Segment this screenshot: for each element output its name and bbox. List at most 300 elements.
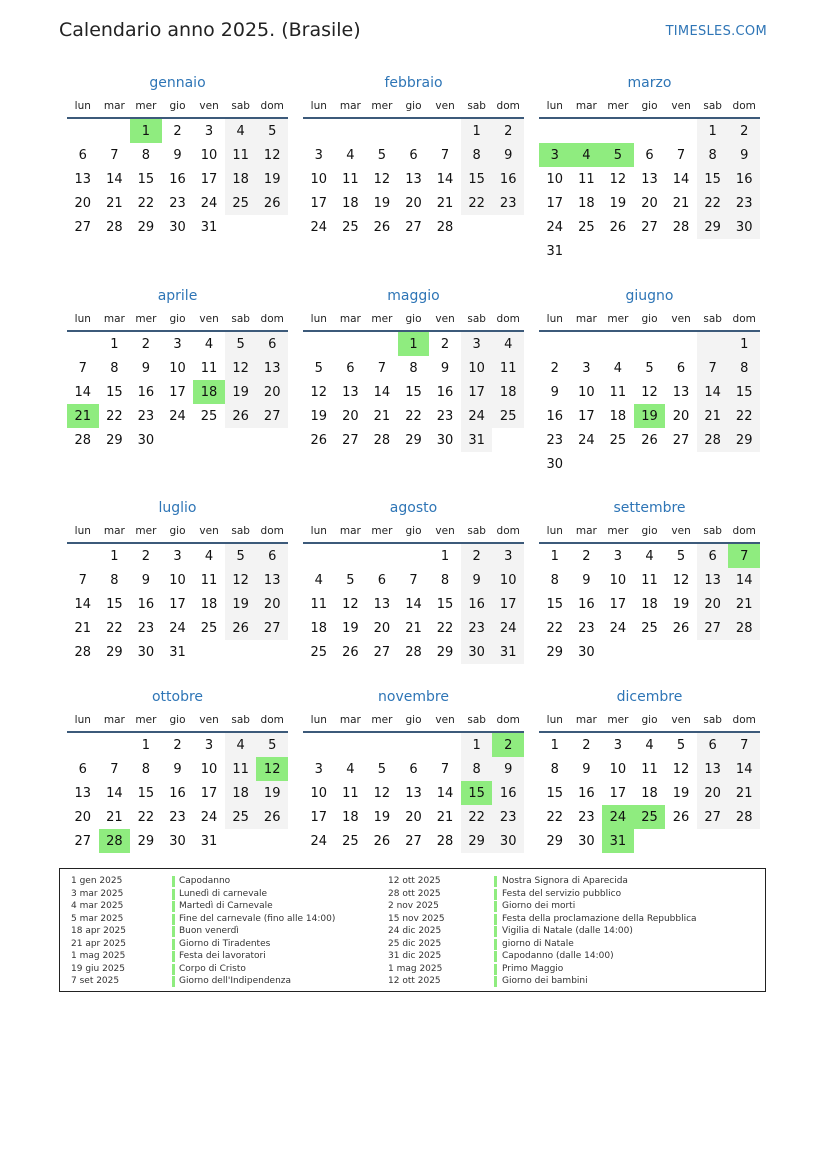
day-cell[interactable]: 21 (74, 620, 92, 636)
day-cell[interactable]: 30 (578, 833, 595, 849)
day-cell[interactable]: 15 (106, 384, 123, 400)
day-cell[interactable]: 17 (310, 809, 328, 825)
day-cell[interactable]: 11 (578, 171, 595, 187)
day-cell[interactable]: 20 (373, 620, 391, 636)
day-cell[interactable]: 16 (546, 408, 564, 424)
day-cell[interactable]: 4 (613, 360, 623, 376)
day-cell[interactable]: 23 (169, 809, 186, 825)
day-cell[interactable]: 27 (697, 805, 729, 829)
day-cell[interactable]: 4 (204, 548, 214, 564)
day-cell[interactable]: 22 (436, 620, 454, 636)
day-cell[interactable]: 30 (461, 640, 493, 664)
day-cell[interactable]: 21 (373, 408, 391, 424)
day-cell[interactable]: 10 (200, 147, 218, 163)
holiday-day-cell[interactable]: 3 (539, 143, 571, 167)
holiday-day-cell[interactable]: 1 (130, 119, 162, 143)
day-cell[interactable]: 13 (256, 568, 288, 592)
day-cell[interactable]: 26 (609, 219, 627, 235)
day-cell[interactable]: 16 (578, 596, 595, 612)
day-cell[interactable]: 14 (697, 380, 729, 404)
day-cell[interactable]: 8 (141, 147, 151, 163)
holiday-day-cell[interactable]: 21 (67, 404, 99, 428)
day-cell[interactable]: 14 (405, 596, 422, 612)
day-cell[interactable]: 22 (106, 620, 123, 636)
day-cell[interactable]: 22 (728, 404, 760, 428)
day-cell[interactable]: 6 (377, 572, 387, 588)
day-cell[interactable]: 12 (373, 785, 391, 801)
day-cell[interactable]: 12 (609, 171, 627, 187)
day-cell[interactable]: 18 (225, 167, 257, 191)
day-cell[interactable]: 8 (409, 360, 418, 376)
day-cell[interactable]: 5 (645, 360, 654, 376)
day-cell[interactable]: 8 (110, 360, 119, 376)
day-cell[interactable]: 2 (173, 123, 182, 139)
day-cell[interactable]: 20 (672, 408, 690, 424)
day-cell[interactable]: 17 (200, 171, 218, 187)
day-cell[interactable]: 26 (672, 809, 690, 825)
day-cell[interactable]: 28 (697, 428, 729, 452)
day-cell[interactable]: 24 (310, 833, 328, 849)
day-cell[interactable]: 29 (405, 432, 422, 448)
day-cell[interactable]: 30 (728, 215, 760, 239)
day-cell[interactable]: 4 (225, 119, 257, 143)
day-cell[interactable]: 4 (225, 733, 257, 757)
day-cell[interactable]: 10 (169, 572, 186, 588)
day-cell[interactable]: 7 (676, 147, 686, 163)
day-cell[interactable]: 11 (492, 356, 524, 380)
day-cell[interactable]: 24 (546, 219, 564, 235)
day-cell[interactable]: 18 (641, 785, 658, 801)
day-cell[interactable]: 6 (409, 761, 418, 777)
day-cell[interactable]: 23 (728, 191, 760, 215)
day-cell[interactable]: 7 (78, 360, 87, 376)
day-cell[interactable]: 13 (405, 171, 422, 187)
day-cell[interactable]: 29 (436, 644, 454, 660)
day-cell[interactable]: 1 (110, 548, 119, 564)
day-cell[interactable]: 30 (169, 833, 186, 849)
day-cell[interactable]: 22 (106, 408, 123, 424)
day-cell[interactable]: 19 (373, 195, 391, 211)
day-cell[interactable]: 14 (436, 171, 454, 187)
day-cell[interactable]: 7 (110, 761, 119, 777)
day-cell[interactable]: 13 (697, 568, 729, 592)
day-cell[interactable]: 20 (405, 809, 422, 825)
day-cell[interactable]: 6 (697, 733, 729, 757)
day-cell[interactable]: 30 (436, 432, 454, 448)
day-cell[interactable]: 18 (310, 620, 328, 636)
day-cell[interactable]: 30 (169, 219, 186, 235)
day-cell[interactable]: 17 (492, 592, 524, 616)
day-cell[interactable]: 21 (697, 404, 729, 428)
day-cell[interactable]: 19 (672, 596, 690, 612)
day-cell[interactable]: 18 (578, 195, 595, 211)
day-cell[interactable]: 21 (405, 620, 422, 636)
day-cell[interactable]: 20 (697, 781, 729, 805)
day-cell[interactable]: 26 (342, 644, 359, 660)
day-cell[interactable]: 10 (609, 761, 627, 777)
day-cell[interactable]: 8 (141, 761, 151, 777)
day-cell[interactable]: 27 (405, 833, 422, 849)
day-cell[interactable]: 6 (78, 147, 87, 163)
day-cell[interactable]: 4 (314, 572, 323, 588)
day-cell[interactable]: 10 (200, 761, 218, 777)
day-cell[interactable]: 25 (200, 620, 218, 636)
day-cell[interactable]: 7 (409, 572, 418, 588)
day-cell[interactable]: 14 (672, 171, 690, 187)
day-cell[interactable]: 30 (546, 456, 564, 472)
day-cell[interactable]: 22 (546, 809, 564, 825)
day-cell[interactable]: 17 (169, 384, 186, 400)
day-cell[interactable]: 29 (461, 829, 493, 853)
day-cell[interactable]: 2 (582, 737, 591, 753)
day-cell[interactable]: 1 (550, 548, 559, 564)
day-cell[interactable]: 9 (440, 360, 450, 376)
day-cell[interactable]: 2 (461, 544, 493, 568)
day-cell[interactable]: 13 (697, 757, 729, 781)
day-cell[interactable]: 15 (436, 596, 454, 612)
holiday-day-cell[interactable]: 7 (728, 544, 760, 568)
day-cell[interactable]: 4 (346, 761, 355, 777)
day-cell[interactable]: 5 (676, 548, 686, 564)
day-cell[interactable]: 3 (492, 544, 524, 568)
day-cell[interactable]: 20 (405, 195, 422, 211)
day-cell[interactable]: 13 (74, 171, 92, 187)
day-cell[interactable]: 2 (141, 548, 151, 564)
day-cell[interactable]: 16 (492, 167, 524, 191)
day-cell[interactable]: 11 (641, 761, 658, 777)
day-cell[interactable]: 12 (256, 143, 288, 167)
day-cell[interactable]: 14 (106, 785, 123, 801)
day-cell[interactable]: 12 (641, 384, 658, 400)
day-cell[interactable]: 28 (672, 219, 690, 235)
day-cell[interactable]: 1 (141, 737, 151, 753)
day-cell[interactable]: 23 (169, 195, 186, 211)
day-cell[interactable]: 30 (492, 829, 524, 853)
day-cell[interactable]: 28 (74, 432, 92, 448)
day-cell[interactable]: 16 (461, 592, 493, 616)
day-cell[interactable]: 2 (492, 119, 524, 143)
day-cell[interactable]: 10 (609, 572, 627, 588)
day-cell[interactable]: 18 (225, 781, 257, 805)
day-cell[interactable]: 24 (310, 219, 328, 235)
day-cell[interactable]: 18 (609, 408, 627, 424)
day-cell[interactable]: 9 (141, 360, 151, 376)
day-cell[interactable]: 16 (169, 785, 186, 801)
day-cell[interactable]: 26 (256, 805, 288, 829)
day-cell[interactable]: 7 (377, 360, 387, 376)
day-cell[interactable]: 12 (373, 171, 391, 187)
day-cell[interactable]: 9 (173, 147, 182, 163)
day-cell[interactable]: 7 (440, 761, 450, 777)
day-cell[interactable]: 7 (728, 733, 760, 757)
day-cell[interactable]: 10 (578, 384, 595, 400)
day-cell[interactable]: 27 (342, 432, 359, 448)
day-cell[interactable]: 8 (550, 761, 559, 777)
day-cell[interactable]: 8 (461, 757, 493, 781)
day-cell[interactable]: 3 (314, 147, 323, 163)
day-cell[interactable]: 2 (173, 737, 182, 753)
day-cell[interactable]: 10 (546, 171, 564, 187)
day-cell[interactable]: 19 (225, 592, 257, 616)
day-cell[interactable]: 20 (342, 408, 359, 424)
day-cell[interactable]: 1 (550, 737, 559, 753)
day-cell[interactable]: 3 (613, 737, 623, 753)
day-cell[interactable]: 8 (550, 572, 559, 588)
day-cell[interactable]: 21 (436, 809, 454, 825)
day-cell[interactable]: 24 (461, 404, 493, 428)
day-cell[interactable]: 24 (169, 620, 186, 636)
day-cell[interactable]: 17 (169, 596, 186, 612)
day-cell[interactable]: 5 (314, 360, 323, 376)
day-cell[interactable]: 21 (106, 809, 123, 825)
holiday-day-cell[interactable]: 18 (193, 380, 225, 404)
holiday-day-cell[interactable]: 31 (602, 829, 634, 853)
day-cell[interactable]: 19 (256, 167, 288, 191)
day-cell[interactable]: 27 (373, 644, 391, 660)
day-cell[interactable]: 3 (461, 332, 493, 356)
day-cell[interactable]: 25 (342, 833, 359, 849)
day-cell[interactable]: 28 (373, 432, 391, 448)
day-cell[interactable]: 5 (225, 332, 257, 356)
day-cell[interactable]: 16 (137, 596, 155, 612)
day-cell[interactable]: 3 (613, 548, 623, 564)
day-cell[interactable]: 18 (200, 596, 218, 612)
day-cell[interactable]: 1 (110, 336, 119, 352)
day-cell[interactable]: 13 (342, 384, 359, 400)
day-cell[interactable]: 2 (582, 548, 591, 564)
day-cell[interactable]: 17 (310, 195, 328, 211)
day-cell[interactable]: 11 (200, 572, 218, 588)
day-cell[interactable]: 21 (436, 195, 454, 211)
day-cell[interactable]: 23 (492, 805, 524, 829)
day-cell[interactable]: 16 (728, 167, 760, 191)
day-cell[interactable]: 15 (546, 596, 564, 612)
day-cell[interactable]: 9 (461, 568, 493, 592)
day-cell[interactable]: 17 (461, 380, 493, 404)
day-cell[interactable]: 21 (728, 781, 760, 805)
day-cell[interactable]: 13 (74, 785, 92, 801)
holiday-day-cell[interactable]: 2 (492, 733, 524, 757)
day-cell[interactable]: 14 (74, 596, 92, 612)
day-cell[interactable]: 8 (440, 572, 450, 588)
day-cell[interactable]: 3 (173, 548, 182, 564)
day-cell[interactable]: 2 (141, 336, 151, 352)
day-cell[interactable]: 23 (436, 408, 454, 424)
day-cell[interactable]: 8 (697, 143, 729, 167)
day-cell[interactable]: 15 (697, 167, 729, 191)
day-cell[interactable]: 15 (728, 380, 760, 404)
day-cell[interactable]: 14 (74, 384, 92, 400)
day-cell[interactable]: 6 (78, 761, 87, 777)
day-cell[interactable]: 15 (405, 384, 422, 400)
day-cell[interactable]: 19 (672, 785, 690, 801)
day-cell[interactable]: 9 (173, 761, 182, 777)
day-cell[interactable]: 13 (373, 596, 391, 612)
day-cell[interactable]: 29 (106, 644, 123, 660)
day-cell[interactable]: 20 (256, 592, 288, 616)
holiday-day-cell[interactable]: 28 (99, 829, 131, 853)
day-cell[interactable]: 3 (582, 360, 591, 376)
holiday-day-cell[interactable]: 1 (398, 332, 430, 356)
day-cell[interactable]: 19 (342, 620, 359, 636)
holiday-day-cell[interactable]: 4 (571, 143, 603, 167)
day-cell[interactable]: 10 (169, 360, 186, 376)
day-cell[interactable]: 5 (256, 119, 288, 143)
day-cell[interactable]: 4 (346, 147, 355, 163)
day-cell[interactable]: 27 (641, 219, 658, 235)
day-cell[interactable]: 29 (728, 428, 760, 452)
day-cell[interactable]: 4 (204, 336, 214, 352)
day-cell[interactable]: 27 (256, 616, 288, 640)
day-cell[interactable]: 27 (672, 432, 690, 448)
day-cell[interactable]: 3 (173, 336, 182, 352)
holiday-day-cell[interactable]: 15 (461, 781, 493, 805)
day-cell[interactable]: 26 (225, 404, 257, 428)
day-cell[interactable]: 2 (550, 360, 559, 376)
day-cell[interactable]: 6 (346, 360, 355, 376)
day-cell[interactable]: 23 (137, 620, 155, 636)
day-cell[interactable]: 4 (645, 737, 654, 753)
holiday-day-cell[interactable]: 5 (602, 143, 634, 167)
day-cell[interactable]: 24 (200, 809, 218, 825)
day-cell[interactable]: 26 (310, 432, 328, 448)
holiday-day-cell[interactable]: 19 (634, 404, 666, 428)
day-cell[interactable]: 19 (373, 809, 391, 825)
day-cell[interactable]: 2 (440, 336, 450, 352)
day-cell[interactable]: 22 (137, 809, 155, 825)
day-cell[interactable]: 23 (578, 620, 595, 636)
day-cell[interactable]: 26 (373, 219, 391, 235)
day-cell[interactable]: 18 (492, 380, 524, 404)
day-cell[interactable]: 10 (310, 785, 328, 801)
day-cell[interactable]: 14 (436, 785, 454, 801)
day-cell[interactable]: 16 (578, 785, 595, 801)
day-cell[interactable]: 23 (546, 432, 564, 448)
day-cell[interactable]: 6 (409, 147, 418, 163)
day-cell[interactable]: 5 (676, 737, 686, 753)
day-cell[interactable]: 25 (225, 805, 257, 829)
day-cell[interactable]: 1 (697, 119, 729, 143)
day-cell[interactable]: 31 (169, 644, 186, 660)
holiday-day-cell[interactable]: 24 (602, 805, 634, 829)
day-cell[interactable]: 9 (582, 761, 591, 777)
day-cell[interactable]: 7 (697, 356, 729, 380)
day-cell[interactable]: 31 (546, 243, 564, 259)
day-cell[interactable]: 6 (645, 147, 654, 163)
day-cell[interactable]: 11 (225, 143, 257, 167)
day-cell[interactable]: 28 (436, 219, 454, 235)
day-cell[interactable]: 31 (200, 219, 218, 235)
day-cell[interactable]: 27 (256, 404, 288, 428)
day-cell[interactable]: 30 (137, 432, 155, 448)
day-cell[interactable]: 24 (200, 195, 218, 211)
day-cell[interactable]: 10 (492, 568, 524, 592)
day-cell[interactable]: 27 (697, 616, 729, 640)
day-cell[interactable]: 28 (436, 833, 454, 849)
day-cell[interactable]: 19 (225, 380, 257, 404)
holiday-day-cell[interactable]: 12 (256, 757, 288, 781)
day-cell[interactable]: 20 (256, 380, 288, 404)
day-cell[interactable]: 25 (492, 404, 524, 428)
day-cell[interactable]: 11 (225, 757, 257, 781)
day-cell[interactable]: 14 (728, 757, 760, 781)
day-cell[interactable]: 6 (676, 360, 686, 376)
day-cell[interactable]: 16 (492, 781, 524, 805)
day-cell[interactable]: 14 (106, 171, 123, 187)
day-cell[interactable]: 1 (728, 332, 760, 356)
day-cell[interactable]: 22 (405, 408, 422, 424)
day-cell[interactable]: 17 (609, 785, 627, 801)
day-cell[interactable]: 5 (225, 544, 257, 568)
day-cell[interactable]: 11 (310, 596, 328, 612)
day-cell[interactable]: 16 (436, 384, 454, 400)
day-cell[interactable]: 26 (672, 620, 690, 636)
day-cell[interactable]: 26 (373, 833, 391, 849)
day-cell[interactable]: 18 (641, 596, 658, 612)
day-cell[interactable]: 24 (492, 616, 524, 640)
day-cell[interactable]: 15 (106, 596, 123, 612)
day-cell[interactable]: 20 (74, 195, 92, 211)
day-cell[interactable]: 13 (672, 384, 690, 400)
day-cell[interactable]: 29 (106, 432, 123, 448)
day-cell[interactable]: 17 (546, 195, 564, 211)
day-cell[interactable]: 19 (609, 195, 627, 211)
day-cell[interactable]: 29 (137, 833, 155, 849)
day-cell[interactable]: 22 (697, 191, 729, 215)
day-cell[interactable]: 20 (74, 809, 92, 825)
day-cell[interactable]: 5 (377, 761, 387, 777)
day-cell[interactable]: 25 (310, 644, 328, 660)
day-cell[interactable]: 29 (137, 219, 155, 235)
day-cell[interactable]: 17 (200, 785, 218, 801)
day-cell[interactable]: 23 (137, 408, 155, 424)
day-cell[interactable]: 9 (728, 143, 760, 167)
day-cell[interactable]: 17 (578, 408, 595, 424)
day-cell[interactable]: 27 (74, 219, 92, 235)
day-cell[interactable]: 3 (204, 737, 214, 753)
day-cell[interactable]: 26 (641, 432, 658, 448)
day-cell[interactable]: 26 (225, 616, 257, 640)
day-cell[interactable]: 5 (346, 572, 355, 588)
day-cell[interactable]: 22 (461, 805, 493, 829)
day-cell[interactable]: 24 (578, 432, 595, 448)
day-cell[interactable]: 28 (106, 219, 123, 235)
day-cell[interactable]: 29 (546, 644, 564, 660)
day-cell[interactable]: 20 (641, 195, 658, 211)
day-cell[interactable]: 23 (461, 616, 493, 640)
day-cell[interactable]: 5 (256, 733, 288, 757)
day-cell[interactable]: 7 (110, 147, 119, 163)
day-cell[interactable]: 19 (256, 781, 288, 805)
day-cell[interactable]: 19 (310, 408, 328, 424)
day-cell[interactable]: 9 (492, 143, 524, 167)
day-cell[interactable]: 27 (405, 219, 422, 235)
day-cell[interactable]: 13 (405, 785, 422, 801)
day-cell[interactable]: 18 (342, 809, 359, 825)
day-cell[interactable]: 12 (672, 761, 690, 777)
day-cell[interactable]: 15 (137, 785, 155, 801)
day-cell[interactable]: 25 (609, 432, 627, 448)
day-cell[interactable]: 14 (728, 568, 760, 592)
day-cell[interactable]: 12 (225, 356, 257, 380)
day-cell[interactable]: 2 (728, 119, 760, 143)
brand-link[interactable]: TIMESLES.COM (665, 24, 767, 39)
day-cell[interactable]: 13 (256, 356, 288, 380)
day-cell[interactable]: 3 (204, 123, 214, 139)
day-cell[interactable]: 5 (377, 147, 387, 163)
day-cell[interactable]: 29 (697, 215, 729, 239)
day-cell[interactable]: 8 (461, 143, 493, 167)
